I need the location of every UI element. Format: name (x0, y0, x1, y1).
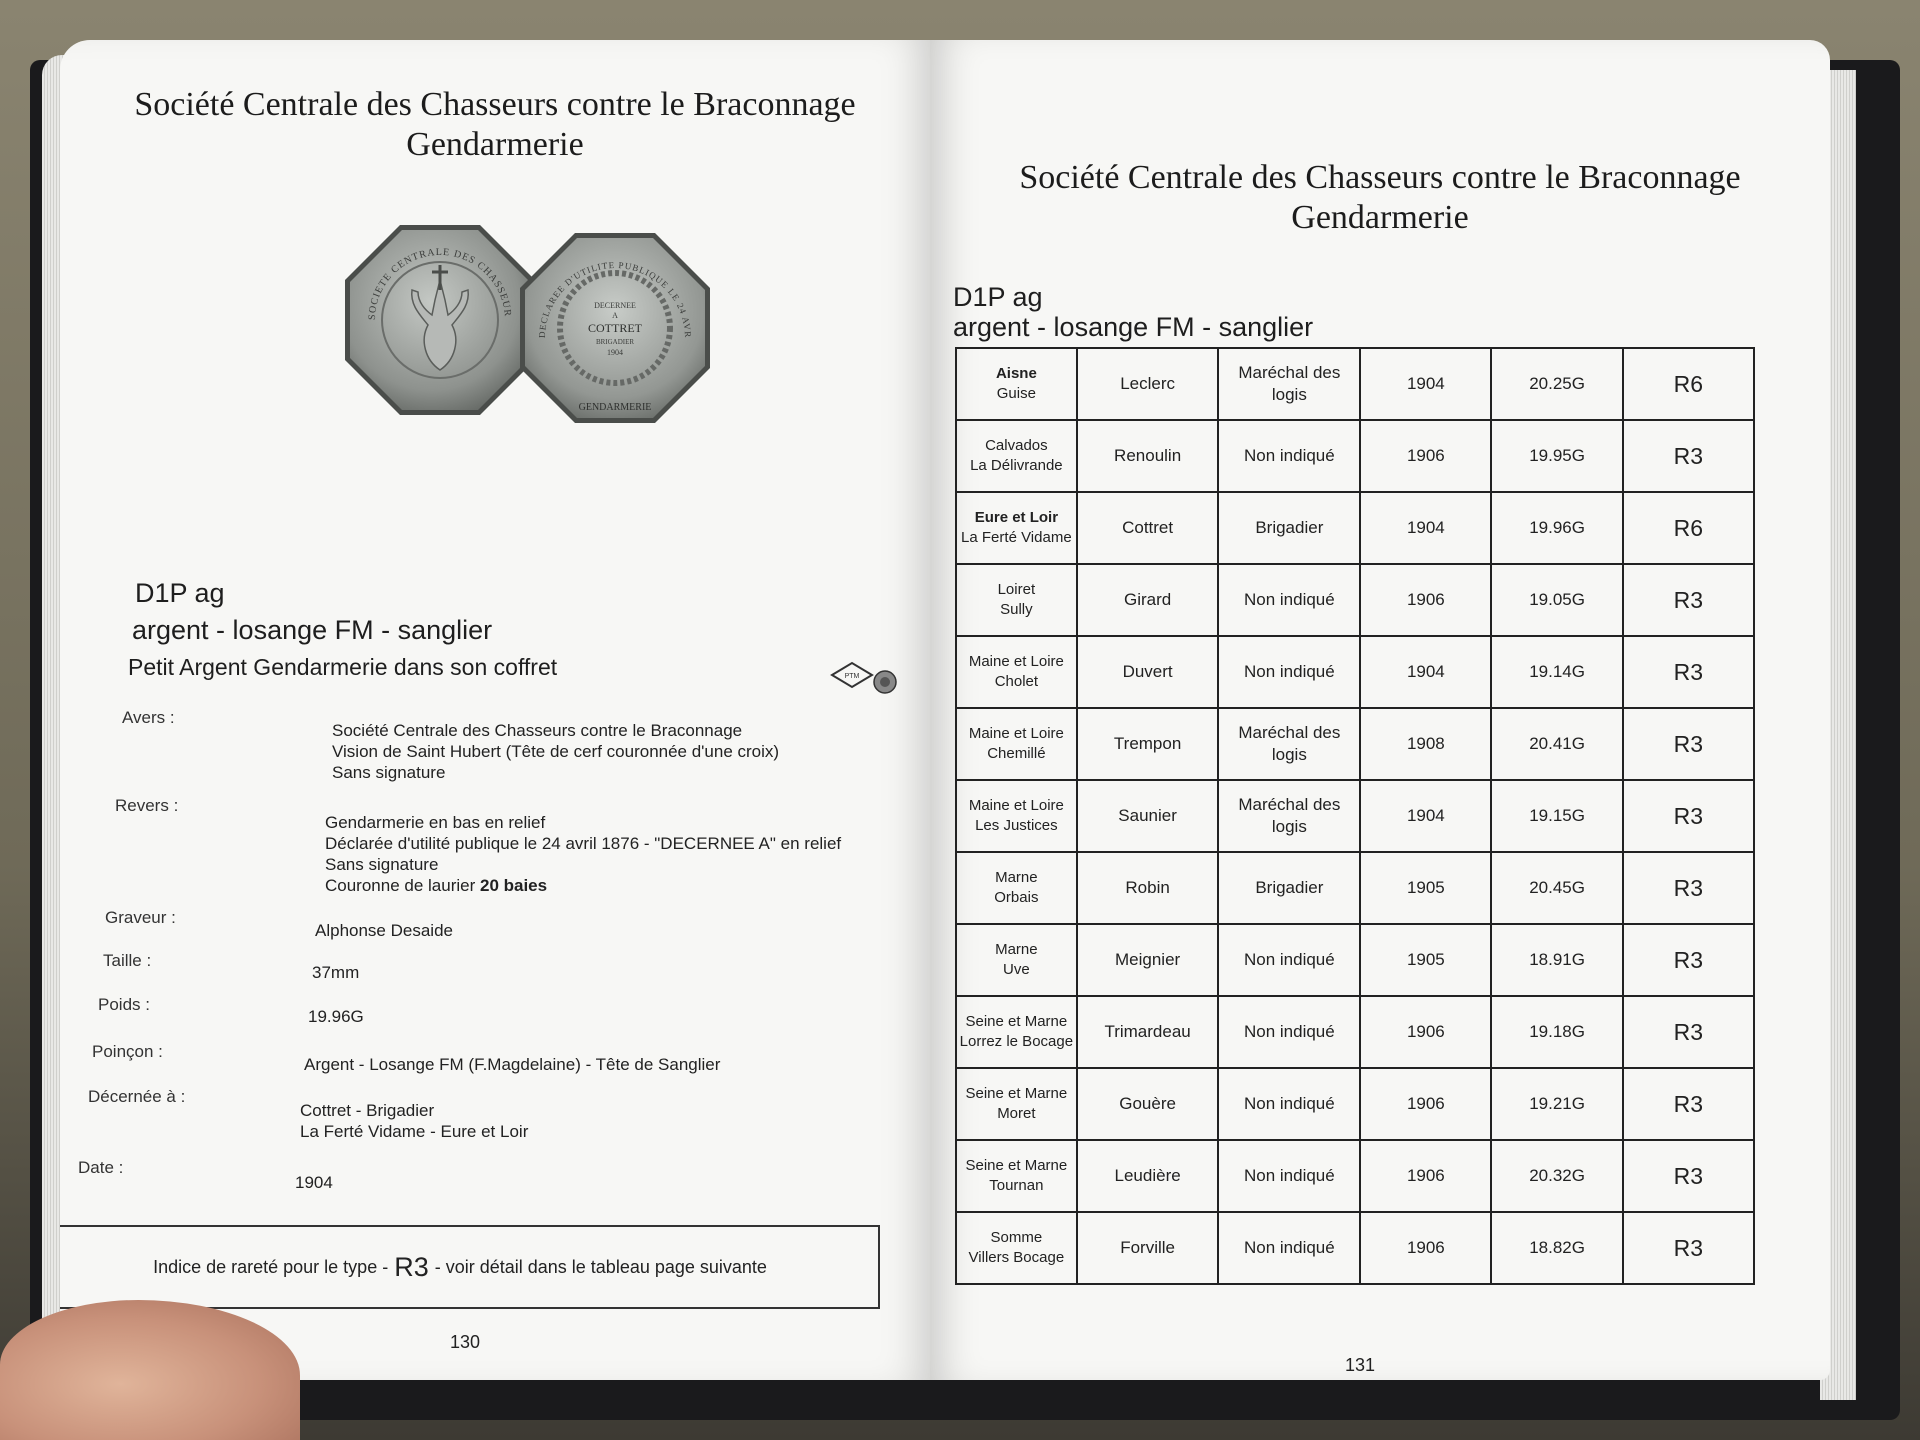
cell-location (956, 420, 1077, 492)
cell-weight: 19.05G (1491, 564, 1622, 636)
cell-department: Maine et Loire (968, 725, 1064, 742)
svg-text:DECLAREE D'UTILITE PUBLIQUE LE: DECLAREE D'UTILITE PUBLIQUE LE 24 AVR (536, 259, 694, 339)
cell-rank: Non indiqué (1218, 1212, 1360, 1284)
cell-department: Maine et Loire (968, 653, 1064, 670)
cell-location (956, 1068, 1077, 1140)
cell-town: La Ferté Vidame (961, 529, 1072, 546)
medal-reverse-image (515, 228, 715, 428)
cell-rarity: R6 (1623, 492, 1754, 564)
cell-year: 1904 (1360, 780, 1491, 852)
table-row (956, 420, 1754, 492)
cell-town: Sully (1000, 601, 1033, 618)
table-row (956, 924, 1754, 996)
cell-rank: Non indiqué (1218, 996, 1360, 1068)
cell-town: Moret (997, 1105, 1036, 1122)
field-value-graveur: Alphonse Desaide (315, 921, 453, 940)
cell-name: Gouère (1077, 1068, 1219, 1140)
cell-town: La Délivrande (970, 457, 1063, 474)
cell-rank: Non indiqué (1218, 1068, 1360, 1140)
cell-rank: Non indiqué (1218, 636, 1360, 708)
svg-text:PTM: PTM (844, 673, 860, 680)
cell-weight: 19.96G (1491, 492, 1622, 564)
field-label-revers: Revers : (115, 796, 179, 815)
cell-location (956, 492, 1077, 564)
cell-weight: 19.14G (1491, 636, 1622, 708)
field-label-avers: Avers : (122, 708, 175, 727)
field-value-date: 1904 (295, 1173, 333, 1192)
cell-name: Robin (1077, 852, 1219, 924)
cell-rank: Brigadier (1218, 492, 1360, 564)
cell-department: Aisne (995, 365, 1037, 382)
table-row (956, 564, 1754, 636)
left-page (60, 40, 930, 1380)
cell-location (956, 636, 1077, 708)
cell-year: 1905 (1360, 852, 1491, 924)
cell-name: Trimardeau (1077, 996, 1219, 1068)
cell-department: Maine et Loire (968, 797, 1064, 814)
table-row (956, 636, 1754, 708)
cell-department: Somme (990, 1229, 1043, 1246)
field-value-revers: Gendarmerie en bas en relief Déclarée d'utilité publique le 24 avril 1876 - "DECERNEE A" en relief Sans signature Couronne de laurier 20 baies (325, 813, 842, 895)
cell-rarity: R3 (1623, 924, 1754, 996)
field-label-poids: Poids : (98, 995, 150, 1014)
cell-name: Renoulin (1077, 420, 1219, 492)
table-row (956, 852, 1754, 924)
cell-location (956, 852, 1077, 924)
cell-rank: Non indiqué (1218, 1140, 1360, 1212)
cell-location (956, 564, 1077, 636)
field-label-poincon: Poinçon : (92, 1042, 163, 1061)
cell-rarity: R3 (1623, 996, 1754, 1068)
field-label-graveur: Graveur : (105, 908, 176, 927)
cell-town: Orbais (994, 889, 1039, 906)
table-row (956, 1068, 1754, 1140)
cell-department: Seine et Marne (965, 1013, 1068, 1030)
cell-year: 1906 (1360, 996, 1491, 1068)
field-value-poincon: Argent - Losange FM (F.Magdelaine) - Tête de Sanglier (304, 1055, 721, 1074)
cell-rarity: R3 (1623, 1068, 1754, 1140)
cell-name: Trempon (1077, 708, 1219, 780)
cell-name: Cottret (1077, 492, 1219, 564)
cell-weight: 19.18G (1491, 996, 1622, 1068)
left-page-title: Société Centrale des Chasseurs contre le Braconnage Gendarmerie (134, 86, 856, 163)
left-type-code: D1P ag (135, 578, 225, 608)
field-value-taille: 37mm (312, 963, 360, 982)
cell-department: Marne (995, 869, 1038, 886)
svg-text:COTTRET: COTTRET (588, 321, 642, 335)
cell-town: Guise (996, 385, 1036, 402)
cell-weight: 18.91G (1491, 924, 1622, 996)
cell-weight: 20.45G (1491, 852, 1622, 924)
cell-weight: 20.25G (1491, 348, 1622, 420)
cell-year: 1904 (1360, 636, 1491, 708)
svg-text:1904: 1904 (607, 348, 623, 357)
rarity-index-box: Indice de rareté pour le type - R3 - voir détail dans le tableau page suivante (60, 1225, 880, 1309)
cell-location (956, 348, 1077, 420)
cell-town: Tournan (989, 1177, 1044, 1194)
field-value-poids: 19.96G (308, 1007, 364, 1026)
cell-rarity: R6 (1623, 348, 1754, 420)
hallmark-icon (830, 660, 910, 705)
cell-department: Eure et Loir (974, 509, 1059, 526)
left-item-description: Petit Argent Gendarmerie dans son coffret (128, 654, 558, 680)
field-value-decernee: Cottret - Brigadier La Ferté Vidame - Eure et Loir (300, 1101, 529, 1141)
right-page (930, 40, 1830, 1380)
left-page-number: 130 (450, 1332, 481, 1352)
table-row (956, 996, 1754, 1068)
right-type-description: argent - losange FM - sanglier (953, 312, 1314, 342)
table-row (956, 1212, 1754, 1284)
svg-text:SOCIETE CENTRALE DES CHASSEURS: SOCIETE CENTRALE DES CHASSEUR (366, 246, 514, 321)
cell-department: Seine et Marne (965, 1085, 1068, 1102)
table-row (956, 1140, 1754, 1212)
cell-name: Forville (1077, 1212, 1219, 1284)
cell-year: 1905 (1360, 924, 1491, 996)
cell-name: Girard (1077, 564, 1219, 636)
distribution-table (955, 347, 1755, 1285)
cell-rarity: R3 (1623, 420, 1754, 492)
cell-name: Leclerc (1077, 348, 1219, 420)
cell-location (956, 924, 1077, 996)
cell-name: Saunier (1077, 780, 1219, 852)
field-value-avers: Société Centrale des Chasseurs contre le Braconnage Vision de Saint Hubert (Tête de cerf couronnée d'une croix) Sans signature (332, 721, 780, 782)
cell-rarity: R3 (1623, 1140, 1754, 1212)
right-type-code: D1P ag (953, 282, 1043, 312)
cell-rarity: R3 (1623, 852, 1754, 924)
cell-year: 1906 (1360, 1212, 1491, 1284)
cell-rarity: R3 (1623, 636, 1754, 708)
cell-location (956, 708, 1077, 780)
cell-weight: 20.32G (1491, 1140, 1622, 1212)
cell-department: Calvados (985, 437, 1048, 454)
field-label-taille: Taille : (103, 951, 152, 970)
table-row (956, 708, 1754, 780)
left-type-description: argent - losange FM - sanglier (132, 615, 493, 645)
field-label-date: Date : (78, 1158, 124, 1177)
cell-name: Meignier (1077, 924, 1219, 996)
cell-weight: 18.82G (1491, 1212, 1622, 1284)
cell-location (956, 1140, 1077, 1212)
cell-year: 1908 (1360, 708, 1491, 780)
cell-rarity: R3 (1623, 564, 1754, 636)
right-page-title: Société Centrale des Chasseurs contre le Braconnage Gendarmerie (1019, 159, 1741, 236)
right-page-number: 131 (1345, 1355, 1376, 1375)
medal-obverse-image (340, 220, 540, 420)
cell-department: Marne (995, 941, 1038, 958)
cell-rank: Non indiqué (1218, 420, 1360, 492)
cell-rank: Brigadier (1218, 852, 1360, 924)
cell-town: Cholet (994, 673, 1039, 690)
svg-text:A: A (612, 311, 618, 320)
cell-town: Villers Bocage (968, 1249, 1065, 1266)
table-row (956, 348, 1754, 420)
cell-town: Chemillé (987, 745, 1046, 762)
svg-text:GENDARMERIE: GENDARMERIE (578, 402, 652, 413)
cell-location (956, 996, 1077, 1068)
cell-rank: Maréchal des logis (1218, 348, 1360, 420)
cell-location (956, 780, 1077, 852)
cell-weight: 19.95G (1491, 420, 1622, 492)
table-row (956, 780, 1754, 852)
cell-year: 1904 (1360, 492, 1491, 564)
cell-year: 1906 (1360, 1068, 1491, 1140)
cell-rarity: R3 (1623, 708, 1754, 780)
svg-text:DECERNEE: DECERNEE (594, 301, 636, 310)
cell-year: 1906 (1360, 1140, 1491, 1212)
cell-rank: Maréchal des logis (1218, 708, 1360, 780)
cell-rank: Non indiqué (1218, 564, 1360, 636)
cell-rarity: R3 (1623, 1212, 1754, 1284)
cell-weight: 20.41G (1491, 708, 1622, 780)
cell-weight: 19.21G (1491, 1068, 1622, 1140)
cell-year: 1906 (1360, 420, 1491, 492)
table-row (956, 492, 1754, 564)
field-label-decernee: Décernée à : (88, 1087, 186, 1106)
cell-name: Leudière (1077, 1140, 1219, 1212)
cell-department: Loiret (997, 581, 1036, 598)
cell-year: 1906 (1360, 564, 1491, 636)
cell-rarity: R3 (1623, 780, 1754, 852)
cell-town: Les Justices (975, 817, 1058, 834)
cell-name: Duvert (1077, 636, 1219, 708)
cell-department: Seine et Marne (965, 1157, 1068, 1174)
cell-weight: 19.15G (1491, 780, 1622, 852)
cell-town: Uve (1003, 961, 1030, 978)
cell-rank: Non indiqué (1218, 924, 1360, 996)
cell-location (956, 1212, 1077, 1284)
cell-rank: Maréchal des logis (1218, 780, 1360, 852)
cell-year: 1904 (1360, 348, 1491, 420)
svg-text:BRIGADIER: BRIGADIER (595, 338, 635, 346)
cell-town: Lorrez le Bocage (959, 1033, 1074, 1050)
